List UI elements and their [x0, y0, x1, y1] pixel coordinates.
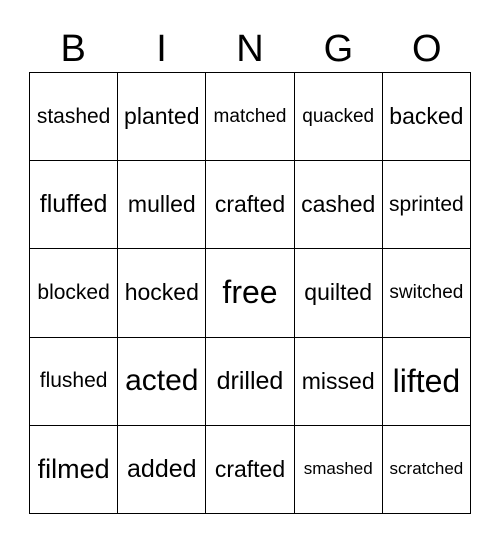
- bingo-cell[interactable]: quilted: [295, 249, 383, 337]
- bingo-cell[interactable]: switched: [383, 249, 471, 337]
- bingo-cell[interactable]: acted: [118, 338, 206, 426]
- header-letter-o: O: [411, 28, 442, 70]
- bingo-cell[interactable]: drilled: [206, 338, 294, 426]
- header-letter-n: N: [236, 28, 264, 70]
- bingo-cell[interactable]: fluffed: [30, 161, 118, 249]
- bingo-cell[interactable]: sprinted: [383, 161, 471, 249]
- bingo-board: [29, 72, 471, 514]
- bingo-cell[interactable]: scratched: [383, 426, 471, 514]
- bingo-cell[interactable]: cashed: [295, 161, 383, 249]
- bingo-cell[interactable]: quacked: [295, 73, 383, 161]
- bingo-cell[interactable]: hocked: [118, 249, 206, 337]
- bingo-cell[interactable]: stashed: [30, 73, 118, 161]
- bingo-cell[interactable]: added: [118, 426, 206, 514]
- bingo-cell[interactable]: backed: [383, 73, 471, 161]
- bingo-cell[interactable]: filmed: [30, 426, 118, 514]
- header-letter-b: B: [60, 28, 86, 70]
- bingo-cell[interactable]: crafted: [206, 161, 294, 249]
- bingo-cell[interactable]: lifted: [383, 338, 471, 426]
- header-letter-g: G: [323, 28, 354, 70]
- bingo-cell[interactable]: planted: [118, 73, 206, 161]
- bingo-cell[interactable]: missed: [295, 338, 383, 426]
- free-space-cell[interactable]: free: [206, 249, 294, 337]
- bingo-cell[interactable]: crafted: [206, 426, 294, 514]
- bingo-cell[interactable]: matched: [206, 73, 294, 161]
- bingo-cell[interactable]: blocked: [30, 249, 118, 337]
- bingo-header: [29, 26, 471, 72]
- header-letter-i: I: [156, 28, 167, 70]
- bingo-cell[interactable]: mulled: [118, 161, 206, 249]
- bingo-cell[interactable]: flushed: [30, 338, 118, 426]
- bingo-cell[interactable]: smashed: [295, 426, 383, 514]
